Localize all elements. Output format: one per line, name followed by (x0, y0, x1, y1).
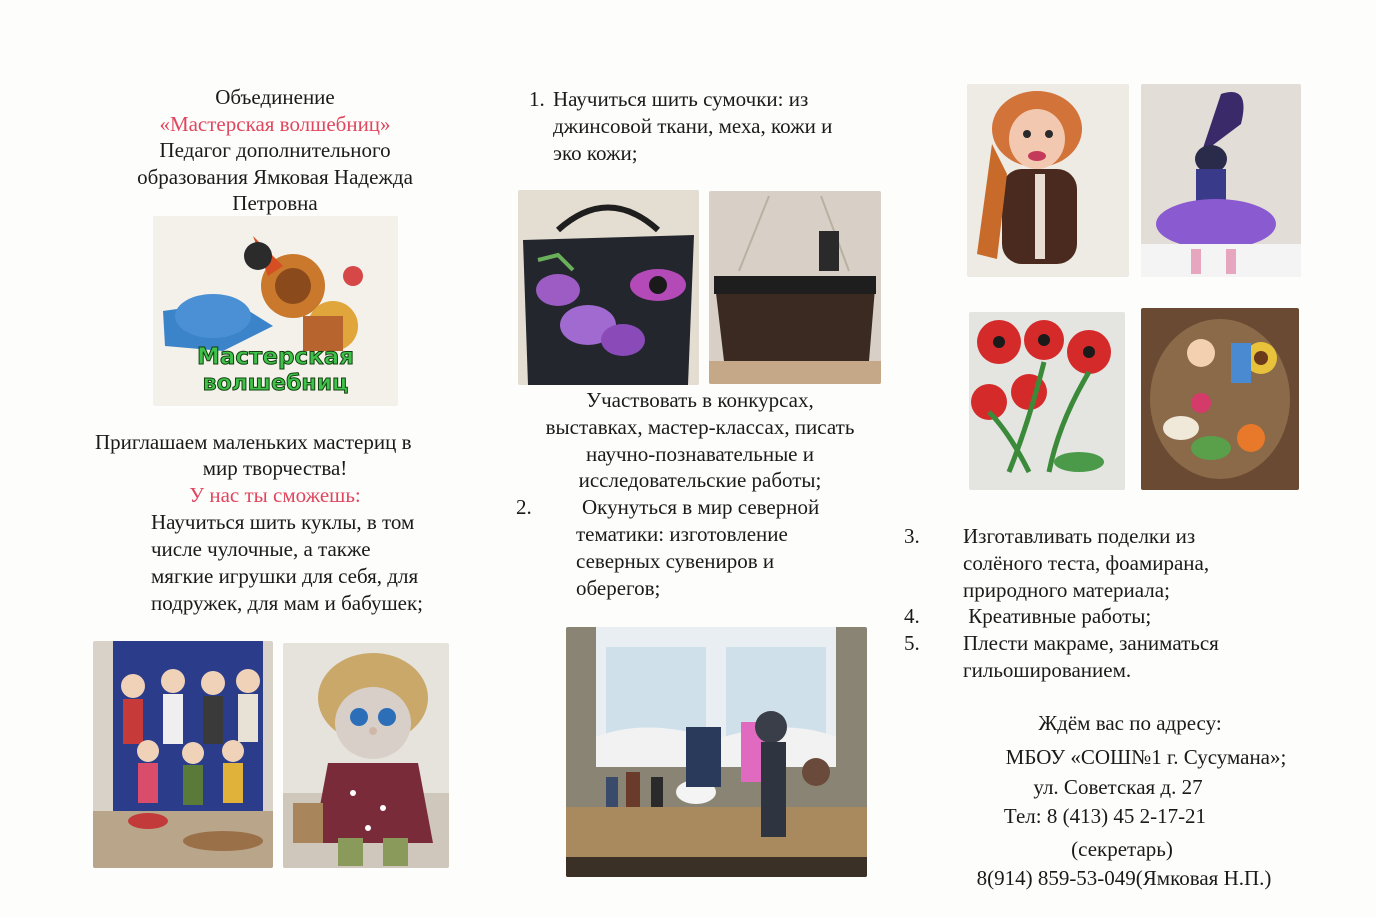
item-3-line-1: Изготавливать поделки из (963, 524, 1196, 548)
phone-school: Тел: 8 (413) 45 2-17-21 (1003, 804, 1207, 828)
address-heading: Ждём вас по адресу: (1038, 711, 1222, 735)
dolls-display-photo (93, 641, 273, 868)
dough-wreath-photo (1141, 308, 1299, 490)
contests-line-3: научно-познавательные и (585, 442, 814, 466)
northern-souvenirs-photo (566, 627, 867, 877)
dolls-line-2: числе чулочные, а также (151, 537, 371, 561)
association-label: Объединение (215, 85, 335, 109)
invite-line-1: Приглашаем маленьких мастериц в (95, 430, 412, 454)
invite-line-2: мир творчества! (202, 456, 348, 480)
bag-fur-photo (709, 191, 881, 384)
dolls-line-4: подружек, для мам и бабушек; (151, 591, 424, 615)
teacher-line: Педагог дополнительного (159, 138, 391, 162)
teacher-name-line: образования Ямковая Надежда (137, 165, 413, 189)
logo-image (153, 216, 398, 406)
item-3-number: 3. (904, 524, 920, 548)
item-2-line-4: оберегов; (576, 576, 661, 600)
item-4-number: 4. (904, 604, 920, 628)
item-1-line-3: эко кожи; (553, 141, 638, 165)
you-can-heading: У нас ты сможешь: (189, 483, 361, 507)
phone-teacher: 8(914) 859-53-049(Ямковая Н.П.) (976, 866, 1272, 890)
phone-school-note: (секретарь) (1071, 837, 1173, 861)
item-5-number: 5. (904, 631, 920, 655)
contests-line-1: Участвовать в конкурсах, (586, 388, 814, 412)
dolls-line-3: мягкие игрушки для себя, для (151, 564, 419, 588)
item-1-line-2: джинсовой ткани, меха, кожи и (553, 114, 833, 138)
item-4-text: Креативные работы; (963, 604, 1152, 628)
association-name: «Мастерская волшебниц» (159, 112, 391, 136)
dolls-line-1: Научиться шить куклы, в том (151, 510, 415, 534)
item-2-line-3: северных сувениров и (576, 549, 775, 573)
fairy-doll-photo (1141, 84, 1301, 277)
teacher-patronymic: Петровна (232, 191, 318, 215)
item-3-line-3: природного материала; (963, 578, 1170, 602)
street-address: ул. Советская д. 27 (1033, 775, 1203, 799)
bag-orchid-photo (518, 190, 699, 385)
rag-doll-photo (283, 643, 449, 868)
item-2-line-2: тематики: изготовление (576, 522, 788, 546)
poppies-photo (969, 312, 1125, 490)
item-1-number: 1. (529, 87, 545, 111)
cap-doll-photo (967, 84, 1129, 277)
contests-line-2: выставках, мастер-классах, писать (545, 415, 855, 439)
item-2-line-1: Окунуться в мир северной (582, 495, 820, 519)
item-1-line-1: Научиться шить сумочки: из (553, 87, 809, 111)
item-5-line-2: гильошированием. (963, 658, 1132, 682)
contests-line-4: исследовательские работы; (578, 468, 822, 492)
item-3-line-2: солёного теста, фоамирана, (963, 551, 1210, 575)
school-name: МБОУ «СОШ№1 г. Сусумана»; (1005, 745, 1287, 769)
item-2-number: 2. (516, 495, 532, 519)
logo-text-1: Мастерская (197, 344, 354, 370)
logo-text-2: волшебниц (202, 371, 349, 396)
item-5-line-1: Плести макраме, заниматься (963, 631, 1219, 655)
